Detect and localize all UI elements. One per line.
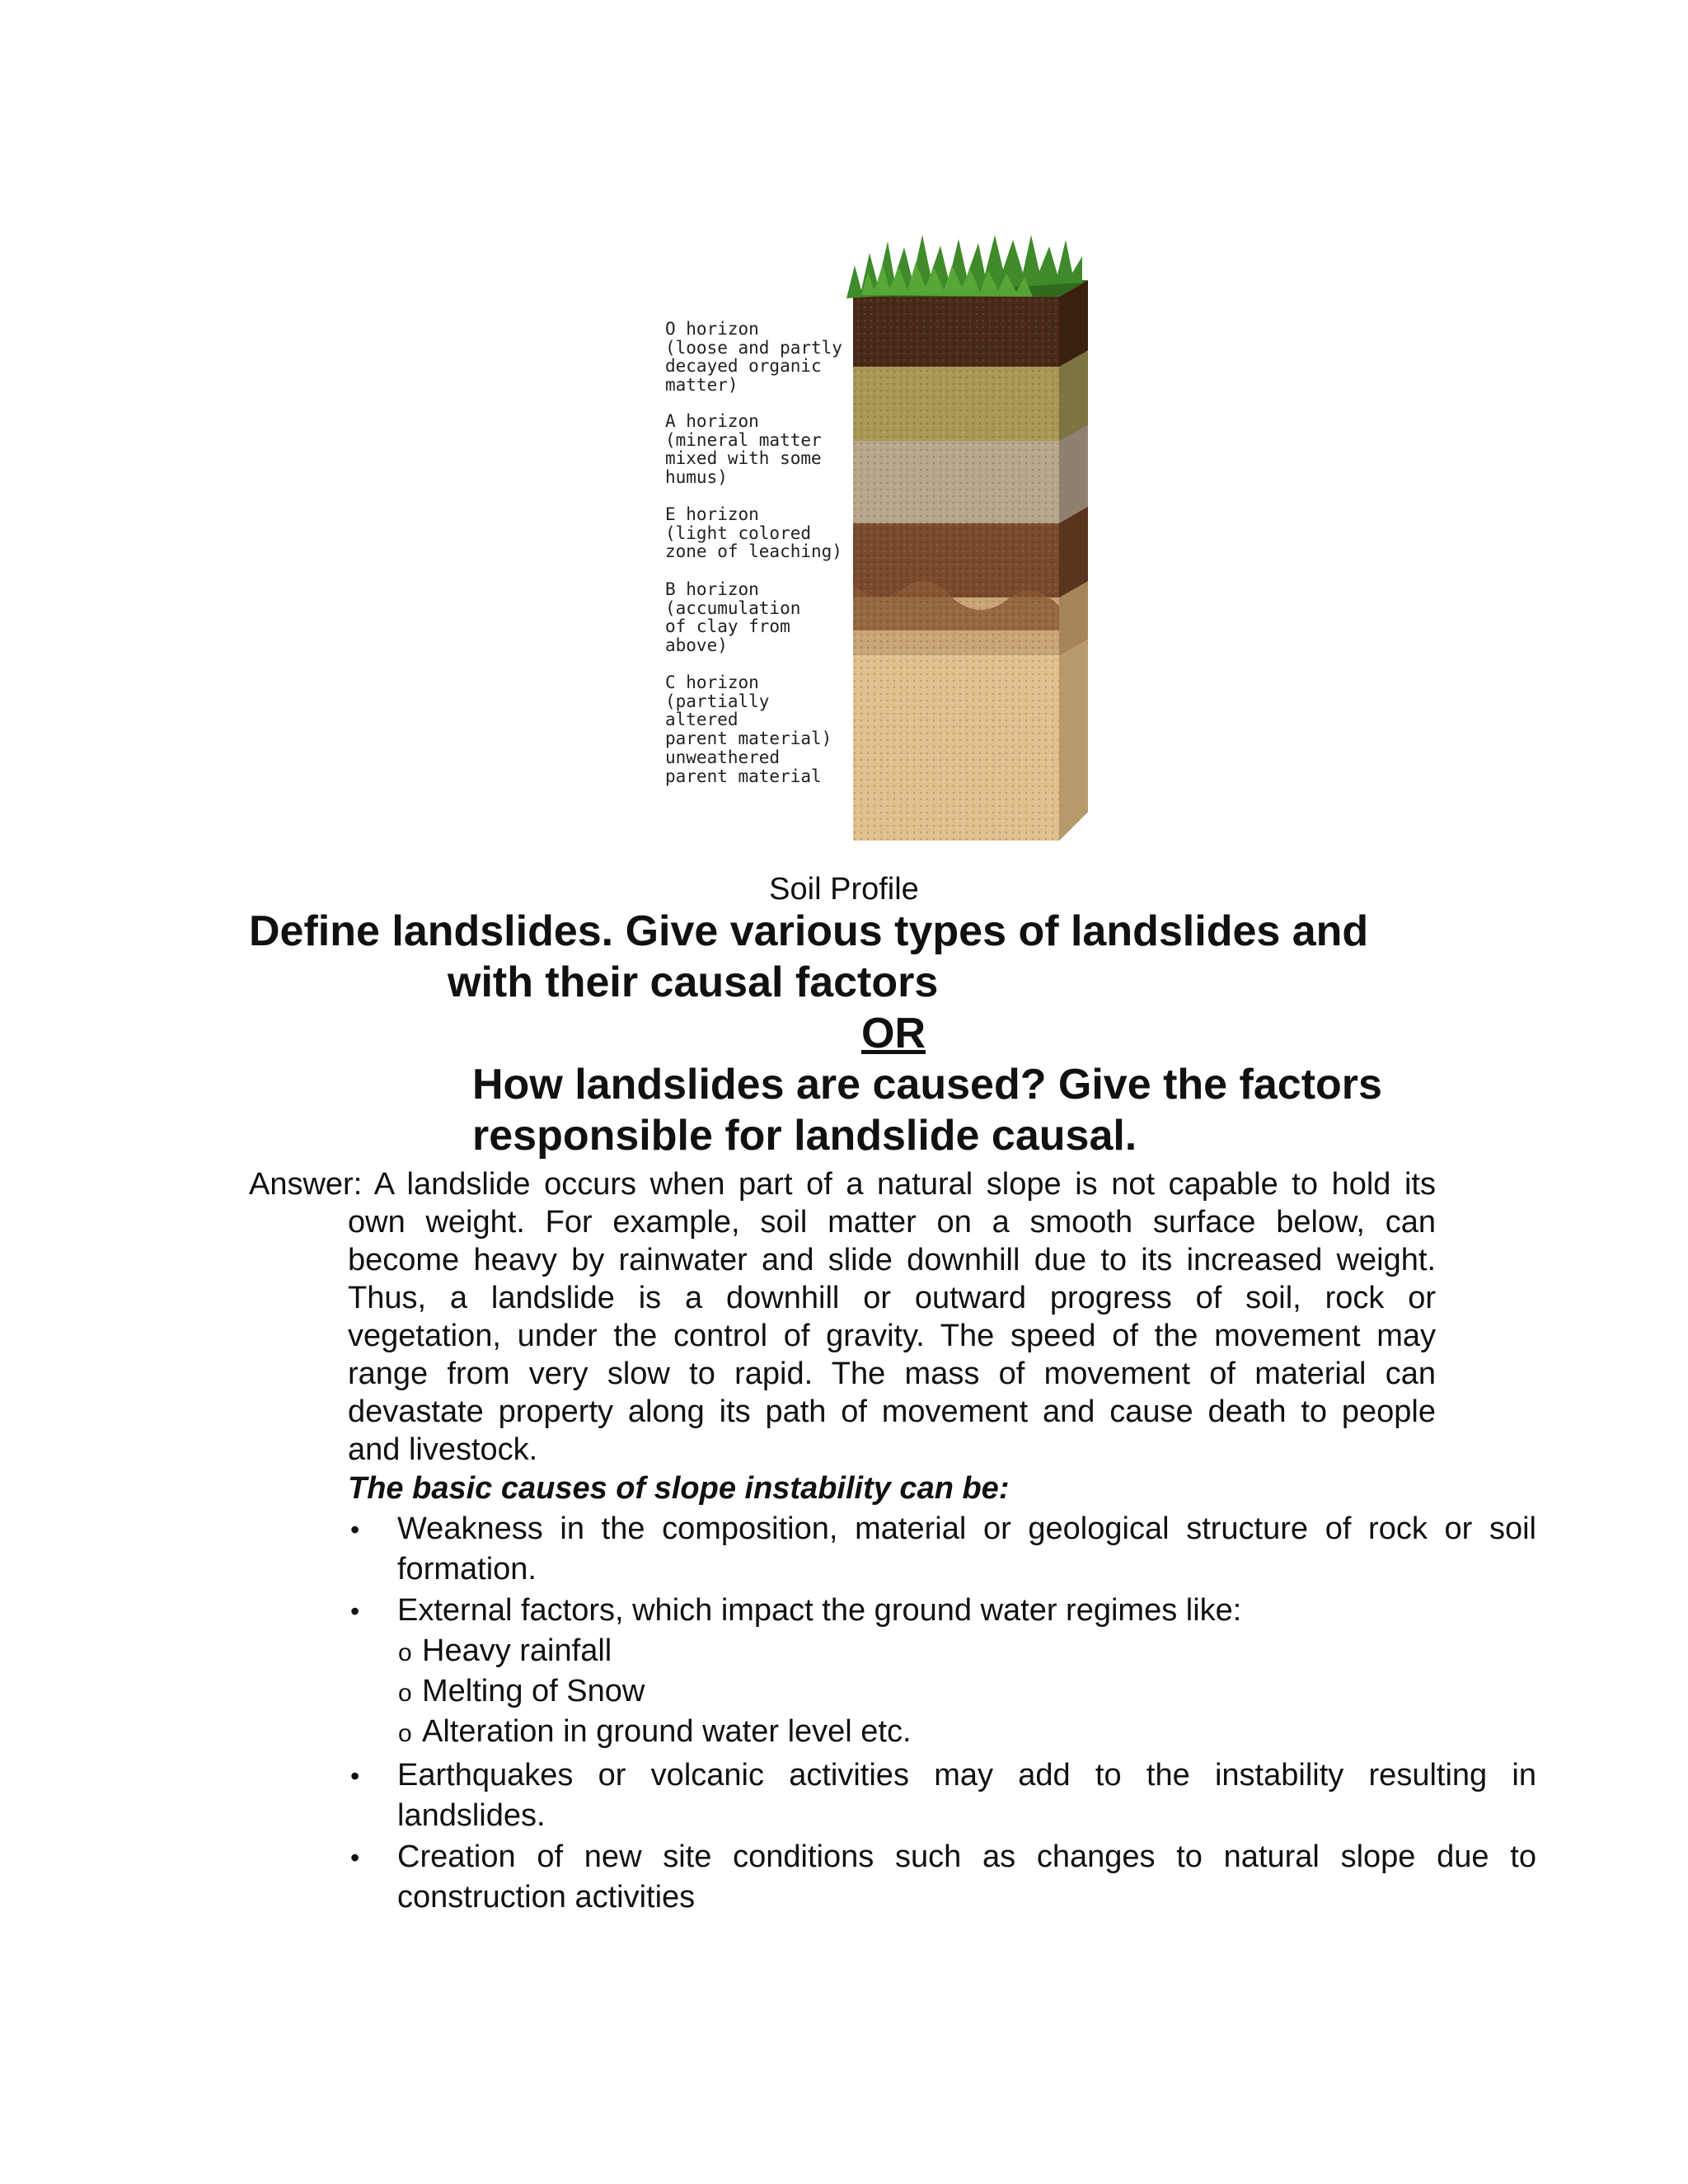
sub-bullet-marker: o bbox=[398, 1639, 412, 1666]
horizon-name: A horizon bbox=[665, 411, 759, 431]
or-separator: OR bbox=[861, 1010, 926, 1057]
question-line-4: responsible for landslide causal. bbox=[472, 1112, 1137, 1160]
answer-line: become heavy by rainwater and slide downhill due to its increased weight. bbox=[348, 1243, 1436, 1277]
question-line-2: with their causal factors bbox=[448, 958, 939, 1006]
bullet-text: landslides. bbox=[397, 1798, 546, 1833]
horizon-description: (light colored zone of leaching) bbox=[665, 523, 842, 561]
horizon-description: parent material bbox=[665, 766, 822, 786]
causes-heading: The basic causes of slope instability can be: bbox=[348, 1471, 1010, 1506]
answer-line: devastate property along its path of movement and cause death to people bbox=[348, 1394, 1436, 1429]
horizon-description: (accumulation of clay from above) bbox=[665, 598, 801, 655]
question-line-3: How landslides are caused? Give the factors bbox=[472, 1061, 1382, 1108]
bullet-text: Earthquakes or volcanic activities may add to the instability resulting in bbox=[397, 1758, 1536, 1793]
horizon-name: unweathered bbox=[665, 748, 781, 767]
soil-profile-figure bbox=[655, 198, 1133, 874]
horizon-label-a bbox=[665, 412, 846, 486]
bullet-marker: • bbox=[350, 1761, 360, 1791]
bullet-marker: • bbox=[350, 1596, 360, 1626]
figure-caption: Soil Profile bbox=[769, 872, 919, 907]
sub-item: Melting of Snow bbox=[422, 1674, 645, 1708]
sub-item: Heavy rainfall bbox=[422, 1633, 612, 1668]
answer-line: own weight. For example, soil matter on a smooth surface below, can bbox=[348, 1205, 1436, 1240]
sub-bullet-marker: o bbox=[398, 1680, 412, 1707]
bullet-text: External factors, which impact the ground water regimes like: bbox=[397, 1593, 1242, 1628]
sub-bullet-marker: o bbox=[398, 1720, 412, 1747]
horizon-description: (mineral matter mixed with some humus) bbox=[665, 429, 822, 487]
bullet-text: Weakness in the composition, material or geological structure of rock or soil bbox=[397, 1511, 1536, 1546]
bullet-text: formation. bbox=[397, 1552, 537, 1586]
bullet-text: construction activities bbox=[397, 1880, 696, 1915]
answer-line: vegetation, under the control of gravity. The speed of the movement may bbox=[348, 1319, 1436, 1353]
sub-item: Alteration in ground water level etc. bbox=[422, 1714, 912, 1749]
horizon-label-unweathered bbox=[665, 748, 846, 785]
horizon-name: E horizon bbox=[665, 504, 759, 524]
horizon-description: (partially altered parent material) bbox=[665, 691, 832, 748]
answer-line: Answer: A landslide occurs when part of a natural slope is not capable to hold its bbox=[249, 1167, 1436, 1202]
answer-line: Thus, a landslide is a downhill or outward progress of soil, rock or bbox=[348, 1281, 1436, 1315]
horizon-label-c bbox=[665, 673, 846, 748]
answer-line: and livestock. bbox=[348, 1432, 538, 1467]
bullet-marker: • bbox=[350, 1843, 360, 1872]
bullet-text: Creation of new site conditions such as changes to natural slope due to bbox=[397, 1840, 1536, 1874]
horizon-name: B horizon bbox=[665, 579, 759, 599]
horizon-label-o bbox=[665, 320, 846, 394]
bullet-marker: • bbox=[350, 1515, 360, 1544]
answer-line: range from very slow to rapid. The mass of movement of material can bbox=[348, 1357, 1436, 1391]
horizon-name: O horizon bbox=[665, 319, 759, 339]
horizon-description: (loose and partly decayed organic matter) bbox=[665, 337, 842, 395]
horizon-label-e bbox=[665, 505, 846, 561]
question-line-1: Define landslides. Give various types of landslides and bbox=[249, 907, 1369, 955]
horizon-name: C horizon bbox=[665, 673, 759, 692]
horizon-label-b bbox=[665, 580, 846, 654]
